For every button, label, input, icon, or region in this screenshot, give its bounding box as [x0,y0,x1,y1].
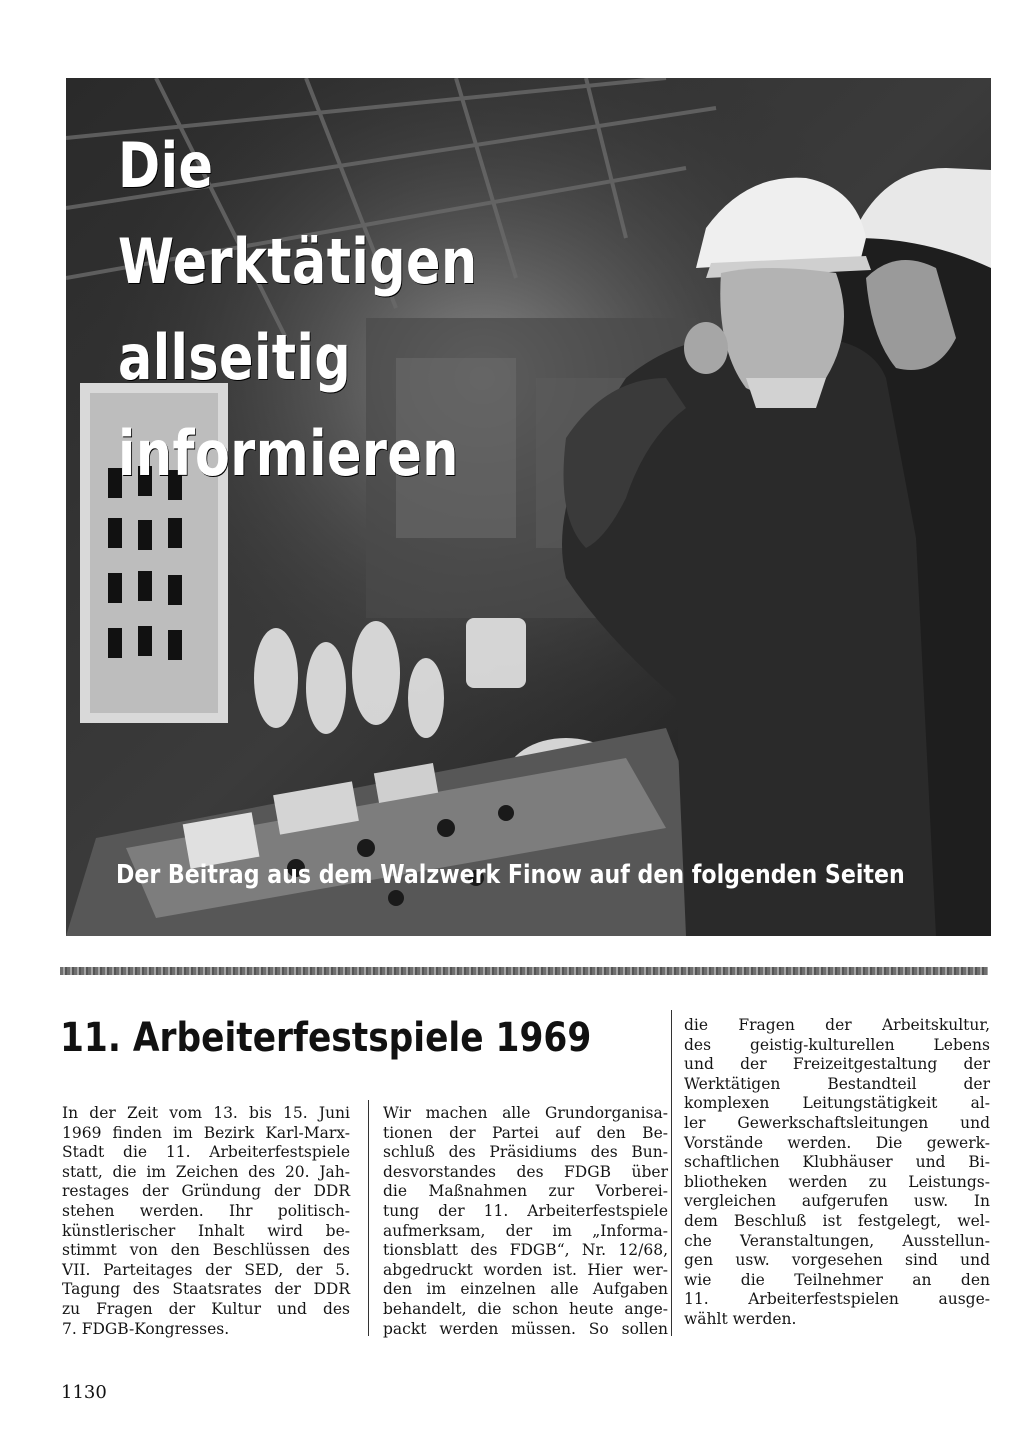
page-number: 1130 [61,1382,107,1403]
text-line: Tagung des Staatsrates der DDR [62,1280,350,1299]
text-line: vergleichen aufgerufen usw. In [684,1192,990,1211]
paragraph [684,1016,990,1330]
photo-headline [118,118,478,502]
text-line: stehen werden. Ihr politisch- [62,1201,350,1220]
cover-photo [66,78,991,936]
article-column-2 [383,1104,668,1339]
text-line: zu Fragen der Kultur und des [62,1299,350,1318]
text-line: behandelt, die schon heute angе- [383,1299,668,1318]
article-column-3 [684,1016,990,1330]
text-line: restages der Gründung der DDR [62,1182,350,1201]
text-line: den im einzelnen alle Aufgaben [383,1280,668,1299]
text-line: bliotheken werden zu Leistungs- [684,1172,990,1191]
text-line: dem Beschluß ist festgelegt, wel- [684,1211,990,1230]
text-line: des geistig-kulturellen Lebens [684,1035,990,1054]
headline-line: allseitig [118,321,352,394]
article-column-1 [62,1104,350,1339]
text-line: und der Freizeitgestaltung der [684,1055,990,1074]
text-line: Wir machen alle Grundorganisa- [383,1104,668,1122]
text-line: abgedruckt worden ist. Hier wer- [383,1260,668,1279]
text-line: tung der 11. Arbeiterfestspiele [383,1201,668,1220]
headline-line: informieren [118,417,459,490]
headline-line: Werktätigen [118,225,478,298]
text-line: 11. Arbeiterfestspielen ausge- [684,1290,990,1309]
article-title: 11. Arbeiterfestspiele 1969 [60,1015,592,1061]
text-line: tionsblatt des FDGB“, Nr. 12/68, [383,1241,668,1260]
paragraph [383,1104,668,1339]
text-line: tionen der Partei auf den Be- [383,1123,668,1142]
headline-line: Die [118,129,214,202]
text-line: VII. Parteitages der SED, der 5. [62,1260,350,1279]
text-line: wählt werden. [684,1309,797,1328]
text-line: Vorstände werden. Die gewerk- [684,1133,990,1152]
text-line: künstlerischer Inhalt wird be- [62,1221,350,1240]
text-line: statt, die im Zeichen des 20. Jah- [62,1162,350,1181]
text-line: desvorstandes des FDGB über [383,1162,668,1181]
text-line: 7. FDGB-Kongresses. [62,1319,230,1338]
text-line: Stadt die 11. Arbeiterfestspiele [62,1143,350,1162]
text-line: stimmt von den Beschlüssen des [62,1241,350,1260]
photo-caption: Der Beitrag aus dem Walzwerk Finow auf den folgenden Seiten [116,860,905,890]
text-line: schluß des Präsidiums des Bun- [383,1143,668,1162]
column-divider [368,1100,369,1336]
section-divider [60,967,988,975]
text-line: In der Zeit vom 13. bis 15. Juni [62,1104,350,1122]
text-line: Werktätigen Bestandteil der [684,1074,990,1093]
text-line: schaftlichen Klubhäuser und Bi- [684,1153,990,1172]
text-line: komplexen Leitungstätigkeit al- [684,1094,990,1113]
text-line: aufmerksam, der im „Informa- [383,1221,668,1240]
paragraph [62,1104,350,1339]
text-line: die Fragen der Arbeitskultur, [684,1016,990,1034]
text-line: ler Gewerkschaftsleitungen und [684,1113,990,1132]
text-line: 1969 finden im Bezirk Karl-Marx- [62,1123,350,1142]
text-line: die Maßnahmen zur Vorberei- [383,1182,668,1201]
text-line: gen usw. vorgesehen sind und [684,1251,990,1270]
text-line: wie die Teilnehmer an den [684,1270,990,1289]
text-line: che Veranstaltungen, Ausstellun- [684,1231,990,1250]
column-divider [671,1010,672,1336]
text-line: packt werden müssen. So sollen [383,1319,668,1338]
